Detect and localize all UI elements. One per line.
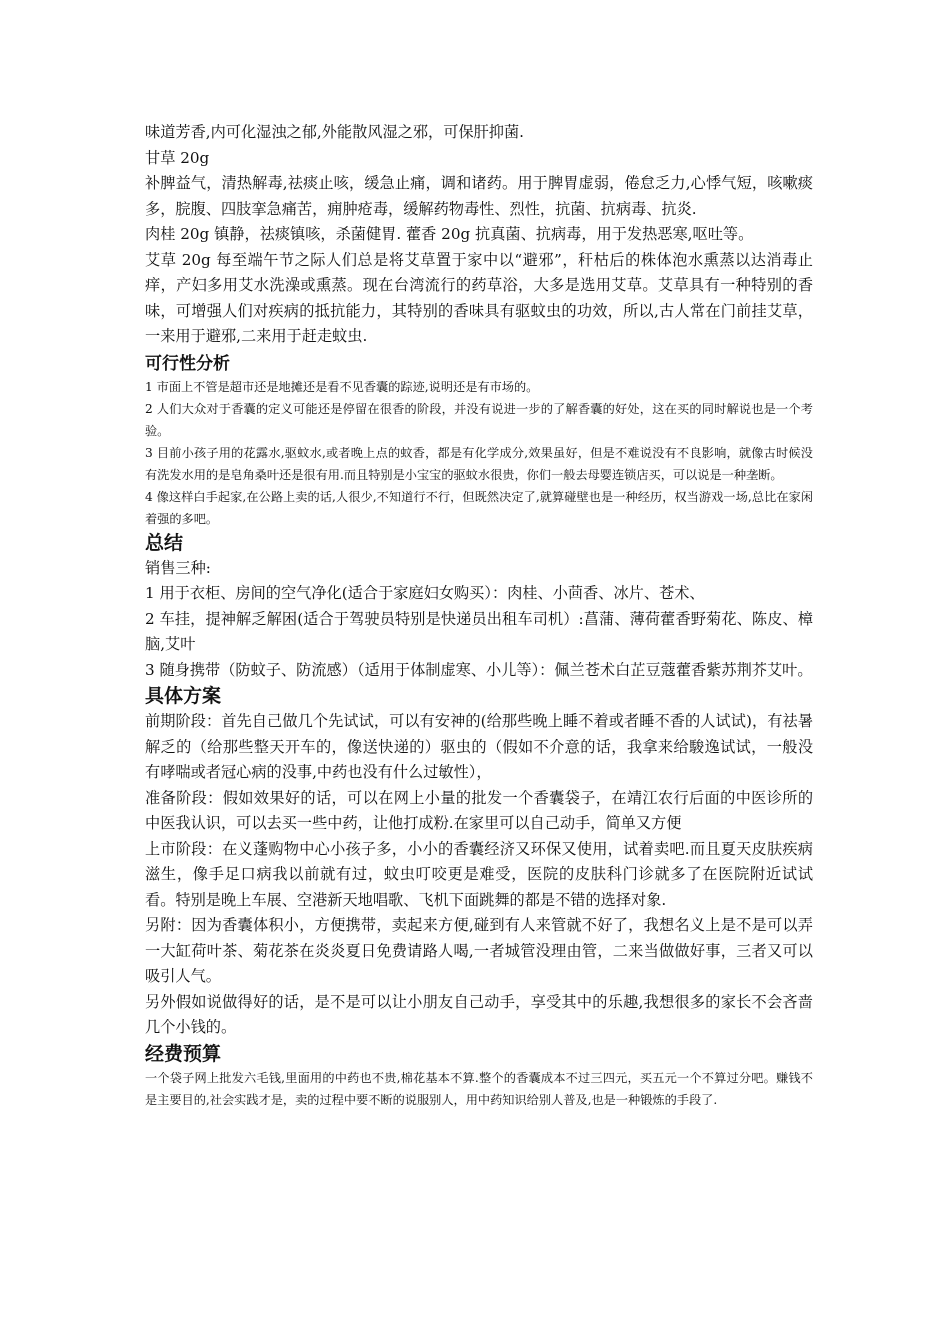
budget-heading: 经费预算 <box>145 1042 222 1065</box>
feasibility-item: 3 目前小孩子用的花露水,驱蚊水,或者晚上点的蚊香，都是有化学成分,效果虽好，但是不难说没有不良影响，就像古时候没有洗发水用的是皂角桑叶还是很有用.而且特别是小宝宝的驱蚊水很贵，你们一般去母婴连锁店买，可以说是一种垄断。 <box>145 445 813 482</box>
summary-item: 3 随身携带（防蚊子、防流感）（适用于体制虚寒、小儿等）：佩兰苍术白芷豆蔻藿香紫苏荆芥艾叶。 <box>145 660 813 679</box>
summary-heading: 总结 <box>145 531 184 554</box>
plan-paragraph: 前期阶段：首先自己做几个先试试，可以有安神的(给那些晚上睡不着或者睡不香的人试试)，有祛暑解乏的（给那些整天开车的，像送快递的）驱虫的（假如不介意的话，我拿来给駿逸试试，一般没有哮喘或者冠心病的没事,中药也没有什么过敏性）， <box>145 712 813 781</box>
feasibility-heading: 可行性分析 <box>145 353 230 374</box>
plan-heading: 具体方案 <box>145 685 222 707</box>
aicao-description: 艾草 20g 每至端午节之际人们总是将艾草置于家中以“避邪”，秆枯后的株体泡水熏蒸以达消毒止痒，产妇多用艾水洗澡或熏蒸。现在台湾流行的药草浴，大多是选用艾草。艾草具有一种特别的香味，可增强人们对疾病的抵抗能力，其特别的香味具有驱蚊虫的功效，所以,古人常在门前挂艾草，一来用于避邪,二来用于赶走蚊虫. <box>145 250 813 345</box>
budget-text: 一个袋子网上批发六毛钱,里面用的中药也不贵,棉花基本不算.整个的香囊成本不过三四元，买五元一个不算过分吧。赚钱不是主要目的,社会实践才是，卖的过程中要不断的说服别人，用中药知识给别人普及,也是一种锻炼的手段了. <box>145 1070 813 1107</box>
plan-paragraph: 另外假如说做得好的话，是不是可以让小朋友自己动手，享受其中的乐趣,我想很多的家长不会吝啬几个小钱的。 <box>145 992 813 1036</box>
feasibility-item: 1 市面上不管是超市还是地摊还是看不见香囊的踪迹,说明还是有市场的。 <box>145 379 539 394</box>
plan-paragraph: 准备阶段：假如效果好的话，可以在网上小量的批发一个香囊袋子，在靖江农行后面的中医诊所的中医我认识，可以去买一些中药，让他打成粉.在家里可以自己动手，简单又方便 <box>145 788 813 832</box>
document-page <box>145 120 813 1111</box>
feasibility-item: 2 人们大众对于香囊的定义可能还是停留在很香的阶段，并没有说进一步的了解香囊的好处，这在买的同时解说也是一个考验。 <box>145 401 813 438</box>
summary-intro: 销售三种: <box>145 558 211 577</box>
gancao-title: 甘草 20g <box>145 148 210 167</box>
rougui-huoxiang-description: 肉桂 20g 镇静，祛痰镇咳，杀菌健胃. 藿香 20g 抗真菌、抗病毒，用于发热恶寒,呕吐等。 <box>145 225 754 243</box>
plan-paragraph: 上市阶段：在义蓬购物中心小孩子多，小小的香囊经济又环保又使用，试着卖吧.而且夏天皮肤疾病滋生，像手足口病我以前就有过，蚊虫叮咬更是难受，医院的皮肤科门诊就多了在医院附近试试看。特别是晚上车展、空港新天地唱歌、飞机下面跳舞的都是不错的选择对象. <box>145 839 813 909</box>
herb-intro-tail: 味道芳香,内可化湿浊之郁,外能散风湿之邪，可保肝抑菌. <box>145 123 524 141</box>
summary-item: 1 用于衣柜、房间的空气净化(适合于家庭妇女购买）：肉桂、小茴香、冰片、苍术、 <box>145 584 705 602</box>
gancao-description: 补脾益气，清热解毒,祛痰止咳，缓急止痛，调和诸药。用于脾胃虚弱，倦怠乏力,心悸气短，咳嗽痰多，脘腹、四肢挛急痛苦，痈肿疮毒，缓解药物毒性、烈性，抗菌、抗病毒、抗炎. <box>145 174 813 218</box>
plan-paragraph: 另附：因为香囊体积小，方便携带，卖起来方便,碰到有人来管就不好了，我想名义上是不是可以弄一大缸荷叶茶、菊花茶在炎炎夏日免费请路人喝,一者城管没理由管，二来当做做好事，三者又可以吸引人气。 <box>145 916 813 985</box>
feasibility-item: 4 像这样白手起家,在公路上卖的话,人很少,不知道行不行，但既然决定了,就算碰壁也是一种经历，权当游戏一场,总比在家闲着强的多吧。 <box>145 489 813 526</box>
summary-item: 2 车挂，提神解乏解困(适合于驾驶员特别是快递员出租车司机）:菖蒲、薄荷藿香野菊花、陈皮、樟脑,艾叶 <box>145 609 813 653</box>
